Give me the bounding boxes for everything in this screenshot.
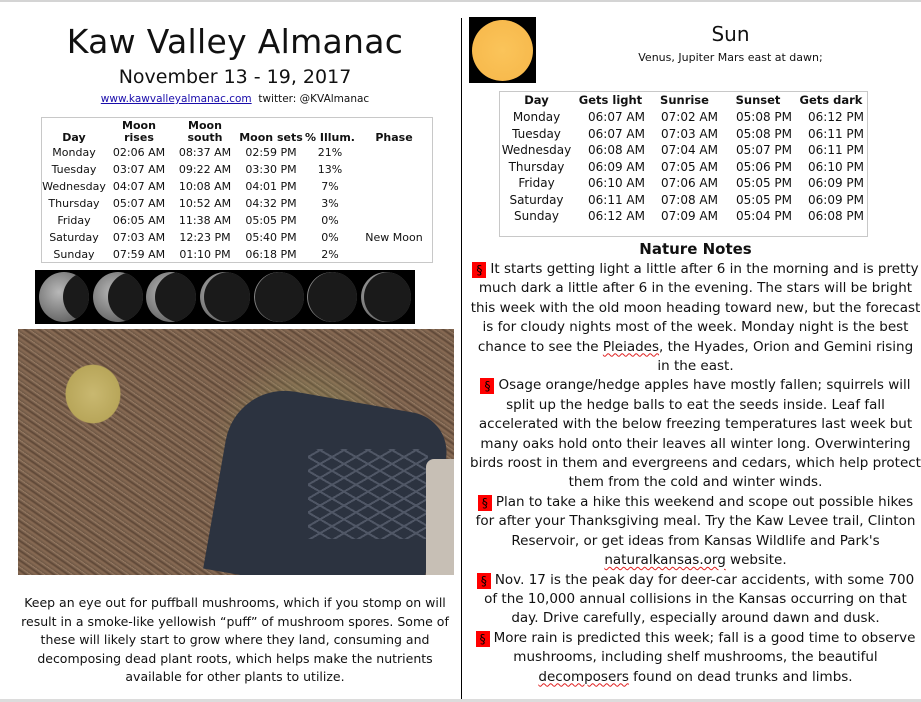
header-gets-light: Gets light bbox=[578, 93, 643, 107]
sunrise-cell: 07:08 AM bbox=[661, 192, 718, 207]
moon-phase-icon bbox=[361, 272, 411, 322]
sunset-cell: 05:05 PM bbox=[736, 192, 792, 207]
day-cell: Friday bbox=[57, 214, 91, 227]
spellcheck-flagged-word: Pleiades bbox=[602, 338, 660, 355]
header-moon-south bbox=[172, 118, 238, 144]
phase-cell bbox=[356, 212, 432, 229]
gets-light-cell: 06:10 AM bbox=[588, 176, 645, 190]
sunrise-cell: 07:09 AM bbox=[661, 209, 718, 223]
spellcheck-flagged-word: decomposers bbox=[538, 668, 629, 685]
illum-cell: 7% bbox=[321, 180, 339, 193]
moon-rises-cell: 07:59 AM bbox=[112, 248, 166, 261]
moon-phase-icon bbox=[307, 272, 357, 322]
note-text: More rain is predicted this week; fall is a good time to observe mushrooms, including shelf mushrooms, the beautiful bbox=[493, 629, 916, 666]
sun-disk bbox=[472, 20, 533, 81]
header-moon-rises: Moon rises bbox=[122, 119, 156, 144]
sunset-cell: 05:04 PM bbox=[736, 209, 792, 223]
moon-south-cell: 09:22 AM bbox=[178, 163, 232, 176]
sun-title: Sun bbox=[711, 22, 750, 46]
moon-phases-strip bbox=[35, 270, 415, 324]
moon-table-header bbox=[42, 118, 432, 144]
moon-rises-cell: 06:05 AM bbox=[112, 214, 166, 227]
note-text: Osage orange/hedge apples have mostly fallen; squirrels will split up the hedge balls to eat the seeds inside. Leaf fall accelerated with the below freezing temperatures last week but many oaks hold onto their leaves all winter long. Overwintering birds roost in them and evergreens and cedars, which help protect them from the cold and winter winds. bbox=[470, 377, 921, 491]
illum-cell: 13% bbox=[317, 163, 343, 176]
sun-table-row bbox=[500, 159, 867, 176]
phase-cell: New Moon bbox=[365, 231, 423, 244]
sunset-cell: 05:08 PM bbox=[736, 110, 792, 124]
moon-phase-icon bbox=[200, 272, 250, 322]
illum-cell: 21% bbox=[317, 146, 343, 159]
moon-table-row bbox=[42, 246, 432, 263]
section-bullet-icon: § bbox=[472, 262, 486, 278]
moon-shadow bbox=[204, 272, 250, 322]
gets-dark-cell: 06:08 PM bbox=[808, 209, 864, 223]
section-bullet-icon: § bbox=[478, 495, 492, 511]
gets-dark-cell: 06:11 PM bbox=[808, 143, 864, 157]
phase-cell bbox=[356, 195, 432, 212]
column-divider bbox=[461, 18, 462, 699]
moon-south-cell: 08:37 AM bbox=[178, 146, 232, 159]
day-cell: Saturday bbox=[49, 231, 99, 244]
day-cell: Thursday bbox=[508, 159, 565, 174]
moon-rises-cell: 02:06 AM bbox=[112, 146, 166, 159]
moon-sets-cell: 06:18 PM bbox=[245, 248, 297, 261]
note-text: Nov. 17 is the peak day for deer-car accidents, with some 700 of the 10,000 annual collisions in the Kansas occurring on that day. Drive carefully, especially around dawn and dusk. bbox=[484, 571, 915, 627]
moon-table-row bbox=[42, 161, 432, 178]
gets-dark-cell: 06:12 PM bbox=[808, 110, 864, 124]
day-cell: Saturday bbox=[509, 192, 564, 207]
contact-links bbox=[0, 93, 470, 105]
moon-rises-cell: 03:07 AM bbox=[112, 163, 166, 176]
note-text: Plan to take a hike this weekend and scope out possible hikes for after your Thanksgiving meal. Try the Kaw Levee trail, Clinton Reservoir, or get ideas from Kansas Wildlife and Park's bbox=[475, 493, 916, 549]
moon-table-row bbox=[42, 212, 432, 229]
sunset-cell: 05:06 PM bbox=[736, 159, 792, 174]
header-phase: Phase bbox=[375, 131, 413, 144]
moon-rises-cell: 07:03 AM bbox=[112, 231, 166, 244]
nature-note bbox=[470, 493, 921, 571]
phase-cell bbox=[356, 246, 432, 263]
moon-shadow bbox=[255, 272, 304, 322]
day-cell: Wednesday bbox=[42, 180, 106, 193]
sunrise-cell: 07:04 AM bbox=[661, 143, 718, 157]
day-cell: Thursday bbox=[48, 197, 100, 210]
day-cell: Monday bbox=[52, 146, 96, 159]
sunset-cell: 05:08 PM bbox=[736, 126, 792, 141]
day-cell: Tuesday bbox=[51, 163, 97, 176]
moon-table-row bbox=[42, 178, 432, 195]
illum-cell: 2% bbox=[321, 248, 339, 261]
moon-shadow bbox=[308, 272, 357, 322]
moon-rises-cell: 04:07 AM bbox=[112, 180, 166, 193]
header-moon-sets: Moon sets bbox=[239, 131, 303, 144]
nature-notes bbox=[470, 260, 921, 687]
section-bullet-icon: § bbox=[476, 631, 490, 647]
nature-note bbox=[470, 571, 921, 629]
moon-shadow bbox=[364, 272, 411, 322]
sunset-cell: 05:07 PM bbox=[736, 143, 792, 157]
moon-sets-cell: 04:01 PM bbox=[245, 180, 297, 193]
sun-table-box bbox=[499, 91, 868, 237]
moon-south-cell: 01:10 PM bbox=[179, 248, 231, 261]
section-bullet-icon: § bbox=[477, 573, 491, 589]
moon-table-box bbox=[41, 117, 433, 263]
note-text: It starts getting light a little after 6 in the morning and is pretty much dark a little after 6 in the evening. The stars will be bright this week with the old moon heading toward new, but the forecast is for cloudy nights most of the week. Monday night is the best chance to see the bbox=[470, 261, 921, 355]
nature-note bbox=[470, 260, 921, 376]
moon-sets-cell: 03:30 PM bbox=[245, 163, 297, 176]
header-moon-south-line2: south bbox=[187, 131, 223, 144]
website-link[interactable]: www.kawvalleyalmanac.com bbox=[100, 93, 252, 105]
day-cell: Wednesday bbox=[501, 143, 572, 157]
phase-cell bbox=[356, 161, 432, 178]
header-day: Day bbox=[524, 93, 549, 107]
pant-leg bbox=[426, 459, 454, 575]
day-cell: Tuesday bbox=[512, 126, 561, 141]
note-text-continued: , the Hyades, Orion and Gemini rising in the east. bbox=[657, 338, 914, 375]
planets-note: Venus, Jupiter Mars east at dawn; bbox=[638, 51, 823, 64]
moon-south-cell: 10:52 AM bbox=[178, 197, 232, 210]
gets-light-cell: 06:07 AM bbox=[588, 126, 645, 141]
illum-cell: 3% bbox=[321, 197, 339, 210]
gets-dark-cell: 06:11 PM bbox=[808, 126, 864, 141]
header-day: Day bbox=[62, 131, 86, 144]
moon-phase-icon bbox=[146, 272, 196, 322]
illum-cell: 0% bbox=[321, 214, 339, 227]
day-cell: Sunday bbox=[514, 209, 559, 223]
sun-table-row bbox=[500, 142, 867, 159]
sunrise-cell: 07:05 AM bbox=[661, 159, 718, 174]
moon-south-cell: 11:38 AM bbox=[178, 214, 232, 227]
moon-phase-icon bbox=[254, 272, 304, 322]
moon-table-row bbox=[42, 229, 432, 246]
moon-sets-cell: 05:05 PM bbox=[245, 214, 297, 227]
moon-south-cell: 10:08 AM bbox=[178, 180, 232, 193]
phase-cell bbox=[356, 144, 432, 161]
moon-south-cell: 12:23 PM bbox=[179, 231, 231, 244]
moon-table-row bbox=[42, 144, 432, 161]
gets-light-cell: 06:07 AM bbox=[588, 110, 645, 124]
sun-table-row bbox=[500, 192, 867, 209]
spellcheck-flagged-word: naturalkansas.org bbox=[604, 552, 726, 569]
sun-table-row bbox=[500, 109, 867, 126]
phase-cell bbox=[356, 178, 432, 195]
gets-light-cell: 06:11 AM bbox=[588, 192, 645, 207]
gets-dark-cell: 06:09 PM bbox=[808, 192, 864, 207]
sun-table-row bbox=[500, 175, 867, 192]
moon-table bbox=[42, 118, 432, 263]
moon-sets-cell: 02:59 PM bbox=[245, 146, 297, 159]
photo-caption: Keep an eye out for puffball mushrooms, which if you stomp on will result in a smoke-like yellowish “puff” of mushroom spores. Some of these will likely start to grow where they land, consuming and decomposing dead plant roots, which helps make the nutrients available for other plants to utilize. bbox=[21, 595, 449, 685]
header-gets-dark: Gets dark bbox=[799, 93, 863, 107]
gets-light-cell: 06:09 AM bbox=[588, 159, 645, 174]
day-cell: Monday bbox=[512, 110, 561, 124]
nature-note bbox=[470, 629, 921, 687]
moon-table-row bbox=[42, 195, 432, 212]
twitter-handle: twitter: @KVAlmanac bbox=[258, 93, 370, 105]
nature-notes-title: Nature Notes bbox=[639, 240, 752, 258]
sunset-cell: 05:05 PM bbox=[736, 176, 792, 190]
sun-table bbox=[500, 92, 867, 225]
sun-table-row bbox=[500, 126, 867, 143]
almanac-title: Kaw Valley Almanac bbox=[66, 22, 404, 61]
gets-dark-cell: 06:10 PM bbox=[808, 159, 864, 174]
moon-rises-cell: 05:07 AM bbox=[112, 197, 166, 210]
header-moon-south-line1: Moon bbox=[188, 119, 222, 132]
sun-image bbox=[469, 17, 536, 83]
note-text-continued: found on dead trunks and limbs. bbox=[628, 668, 853, 685]
moon-sets-cell: 05:40 PM bbox=[245, 231, 297, 244]
gets-dark-cell: 06:09 PM bbox=[808, 176, 864, 190]
moon-phase-icon bbox=[39, 272, 89, 322]
sunrise-cell: 07:06 AM bbox=[661, 176, 718, 190]
section-bullet-icon: § bbox=[480, 378, 494, 394]
date-range: November 13 - 19, 2017 bbox=[118, 66, 352, 88]
header-sunrise: Sunrise bbox=[660, 93, 709, 107]
moon-phase-icon bbox=[93, 272, 143, 322]
moon-sets-cell: 04:32 PM bbox=[245, 197, 297, 210]
note-text-continued: website. bbox=[725, 552, 787, 569]
page-top-border bbox=[0, 0, 921, 2]
header-illum: % Illum. bbox=[305, 131, 355, 144]
nature-note bbox=[470, 376, 921, 492]
gets-light-cell: 06:12 AM bbox=[588, 209, 645, 223]
day-cell: Friday bbox=[518, 176, 555, 190]
sun-table-row bbox=[500, 208, 867, 225]
header-sunset: Sunset bbox=[735, 93, 781, 107]
sunrise-cell: 07:02 AM bbox=[661, 110, 718, 124]
illum-cell: 0% bbox=[321, 231, 339, 244]
sunrise-cell: 07:03 AM bbox=[661, 126, 718, 141]
day-cell: Sunday bbox=[53, 248, 95, 261]
puffball-photo bbox=[18, 329, 454, 575]
sun-table-header bbox=[500, 92, 867, 109]
gets-light-cell: 06:08 AM bbox=[588, 143, 645, 157]
boot-laces bbox=[308, 449, 428, 539]
